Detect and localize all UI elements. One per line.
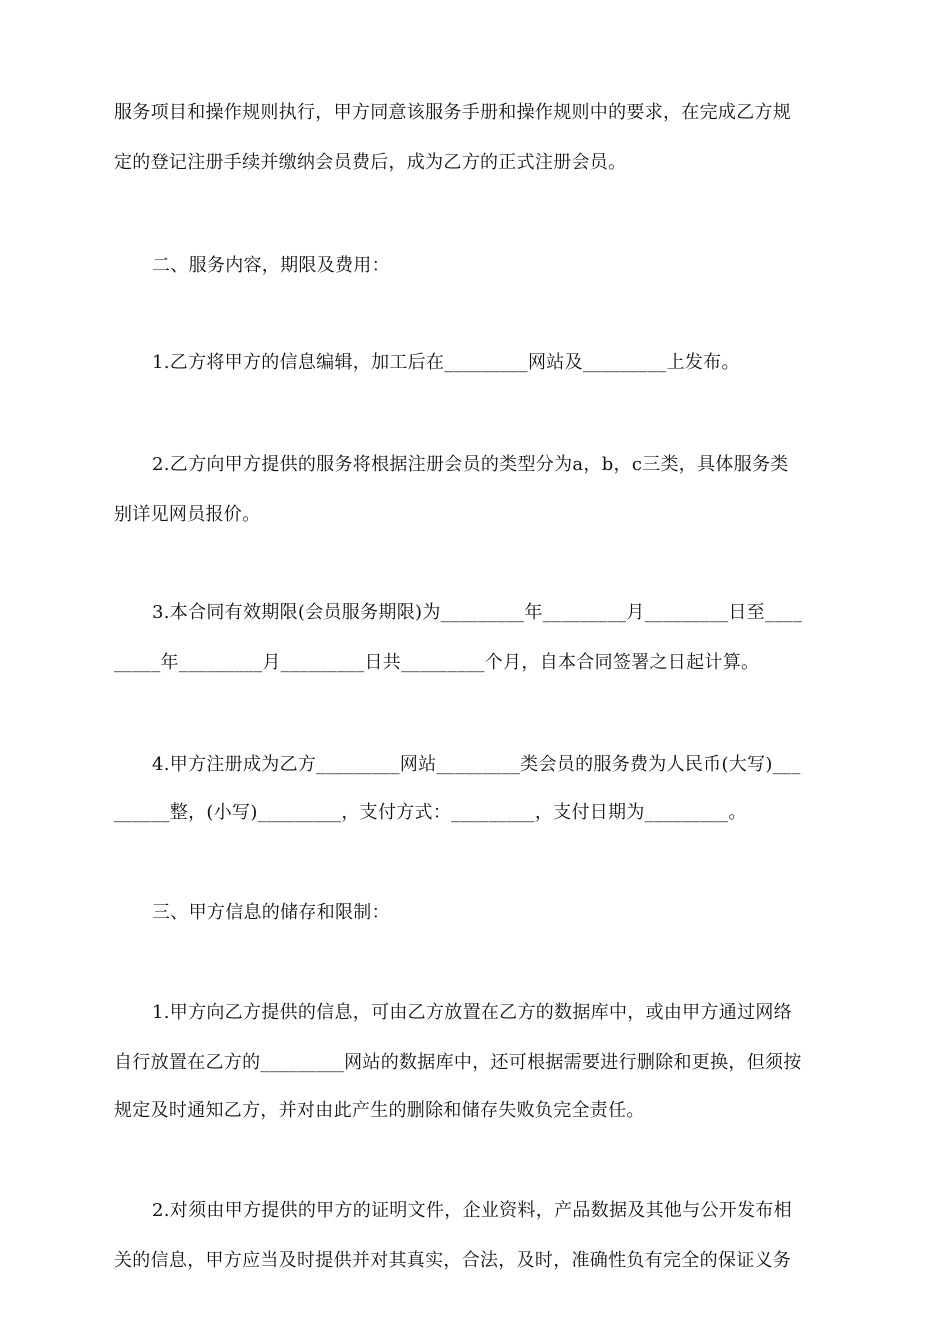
section-heading: 二、服务内容，期限及费用： xyxy=(152,255,390,276)
section-heading: 三、甲方信息的储存和限制： xyxy=(152,902,390,923)
clause-line: _____年_________月_________日共_________个月，自本合同签署之日起计算。 xyxy=(114,652,760,673)
clause-line: 2.对须由甲方提供的甲方的证明文件，企业资料，产品数据及其他与公开发布相 xyxy=(152,1200,792,1221)
clause-line: 1.甲方向乙方提供的信息，可由乙方放置在乙方的数据库中，或由甲方通过网络 xyxy=(152,1002,792,1023)
clause-line: 3.本合同有效期限(会员服务期限)为_________年_________月_________日至____ xyxy=(152,602,803,623)
clause-line: 规定及时通知乙方，并对由此产生的删除和储存失败负完全责任。 xyxy=(114,1100,645,1121)
clause-line: 别详见网员报价。 xyxy=(114,504,261,525)
clause-line: 关的信息，甲方应当及时提供并对其真实，合法，及时，准确性负有完全的保证义务 xyxy=(114,1250,792,1271)
clause-line: 1.乙方将甲方的信息编辑，加工后在_________网站及_________上发布。 xyxy=(152,352,740,373)
paragraph-line: 定的登记注册手续并缴纳会员费后，成为乙方的正式注册会员。 xyxy=(114,152,627,173)
paragraph-line: 服务项目和操作规则执行，甲方同意该服务手册和操作规则中的要求，在完成乙方规 xyxy=(114,102,792,123)
clause-line: 自行放置在乙方的_________网站的数据库中，还可根据需要进行删除和更换，但须按 xyxy=(114,1052,802,1073)
clause-line: ______整，(小写)_________，支付方式：_________，支付日期为_________。 xyxy=(114,802,747,823)
clause-line: 4.甲方注册成为乙方_________网站_________类会员的服务费为人民币(大写)___ xyxy=(152,754,801,775)
clause-line: 2.乙方向甲方提供的服务将根据注册会员的类型分为a，b，c三类，具体服务类 xyxy=(152,454,789,475)
